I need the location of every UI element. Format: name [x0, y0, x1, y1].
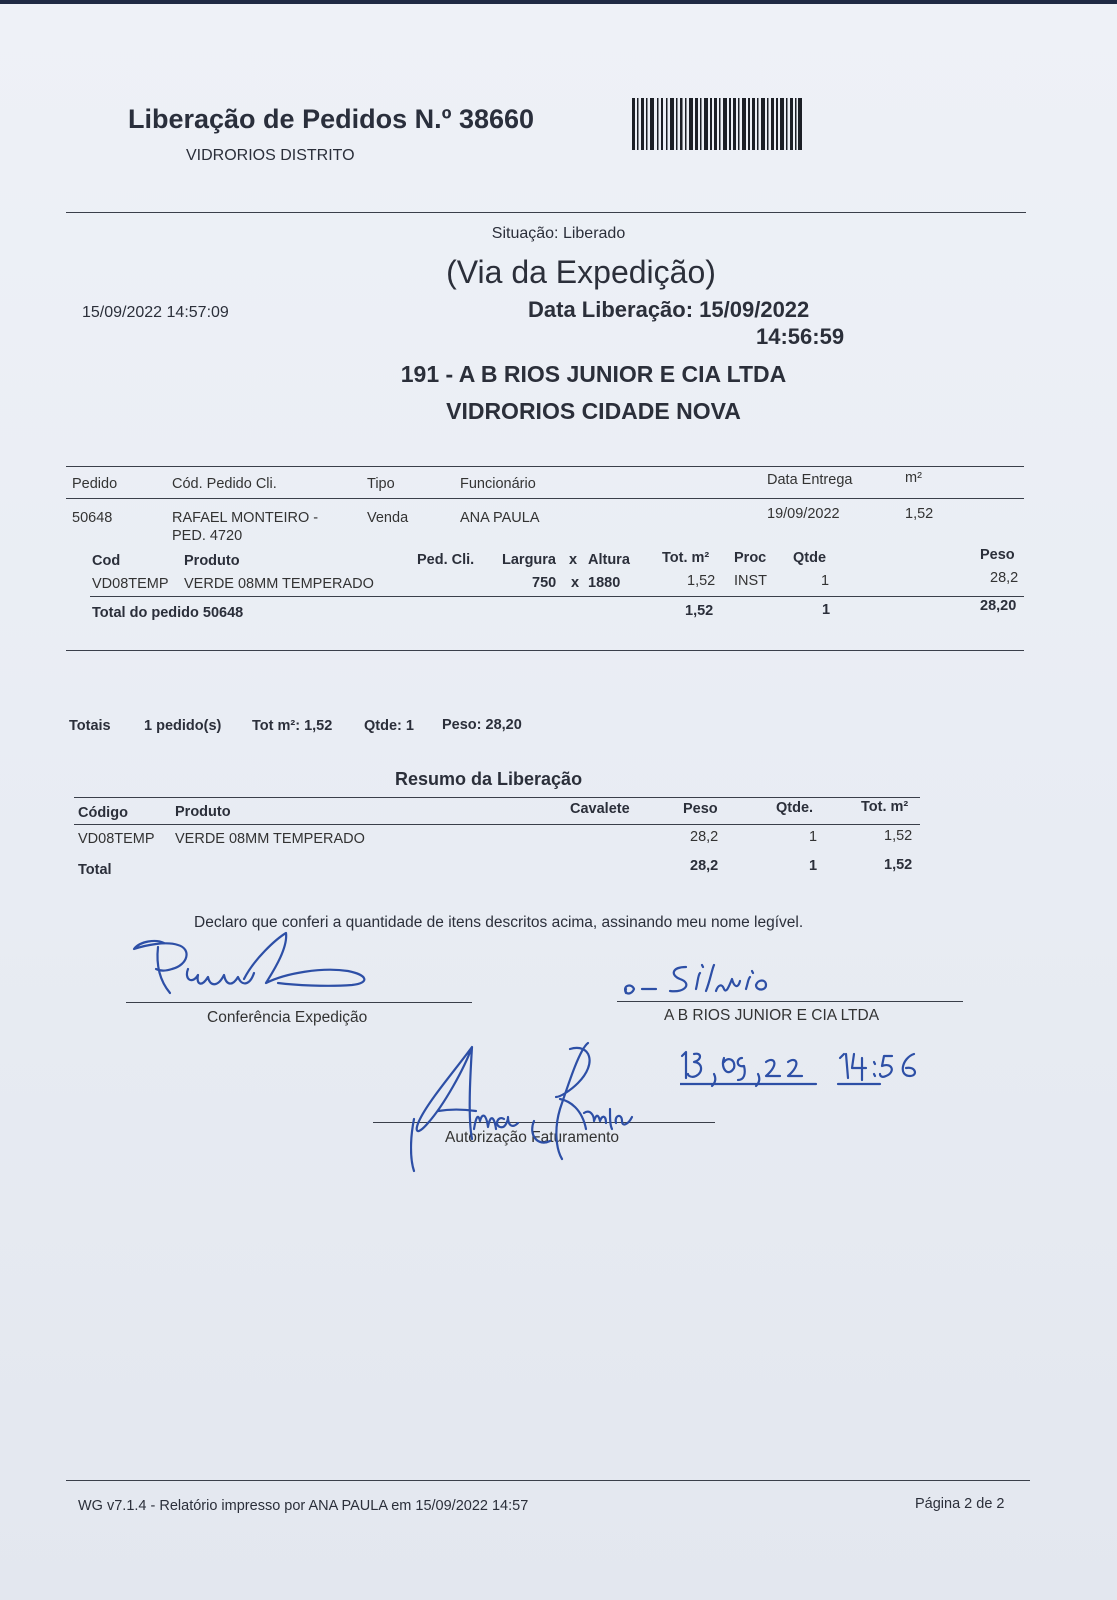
order-total-label: Total do pedido 50648: [92, 605, 244, 621]
resumo-total-peso: 28,2: [690, 858, 719, 874]
footer-rule: [66, 1480, 1030, 1481]
item-cod-value: VD08TEMP: [92, 576, 169, 592]
item-col-produto: Produto: [184, 553, 240, 569]
item-qtde-value: 1: [821, 573, 830, 589]
footer-report-info: WG v7.1.4 - Relatório impresso por ANA PAULA em 15/09/2022 14:57: [78, 1498, 529, 1514]
autorizacao-signature: [410, 1039, 670, 1174]
item-altura-value: 1880: [588, 575, 621, 591]
resumo-col-cavalete: Cavalete: [570, 801, 630, 817]
item-col-peso: Peso: [980, 547, 1015, 563]
data-entrega-value: 19/09/2022: [767, 506, 840, 522]
store-name: VIDRORIOS CIDADE NOVA: [446, 398, 741, 424]
col-header-funcionario: Funcionário: [460, 476, 536, 492]
resumo-title: Resumo da Liberação: [395, 769, 583, 789]
item-peso-value: 28,2: [990, 570, 1019, 586]
totais-qtde: Qtde: 1: [364, 718, 414, 734]
order-total-m2: 1,52: [685, 603, 714, 619]
resumo-col-tot-m2: Tot. m²: [861, 799, 909, 815]
company-name: 191 - A B RIOS JUNIOR E CIA LTDA: [400, 361, 787, 387]
document-page: [0, 4, 1117, 1600]
order-table-header-rule: [66, 498, 1024, 499]
barcode-icon: [632, 98, 802, 150]
declaration-text: Declaro que conferi a quantidade de itens descritos acima, assinando meu nome legível.: [194, 914, 804, 931]
page-number: Página 2 de 2: [915, 1496, 1005, 1512]
resumo-peso-value: 28,2: [690, 829, 719, 845]
resumo-total-tot-m2: 1,52: [884, 857, 913, 873]
item-tot-m2-value: 1,52: [687, 573, 716, 589]
header-divider: [66, 212, 1026, 213]
totais-pedidos: 1 pedido(s): [144, 718, 222, 734]
order-total-qtde: 1: [822, 602, 831, 618]
item-col-tot-m2: Tot. m²: [662, 550, 710, 566]
resumo-produto-value: VERDE 08MM TEMPERADO: [175, 831, 365, 847]
order-table-top-rule: [66, 466, 1024, 467]
company-signature-label: A B RIOS JUNIOR E CIA LTDA: [664, 1007, 880, 1024]
conferencia-signature: [126, 929, 426, 1009]
order-table-bottom-rule: [66, 650, 1024, 651]
cod-pedido-cli-value: RAFAEL MONTEIRO -: [172, 510, 319, 526]
resumo-tot-m2-value: 1,52: [884, 828, 913, 844]
release-time: 14:56:59: [756, 324, 845, 349]
item-col-qtde: Qtde: [793, 550, 827, 566]
resumo-col-produto: Produto: [175, 804, 231, 820]
handwritten-date: [680, 1048, 960, 1090]
item-col-cod: Cod: [92, 553, 121, 569]
col-header-tipo: Tipo: [367, 476, 395, 492]
resumo-col-codigo: Código: [78, 805, 128, 821]
totais-label: Totais: [69, 718, 111, 734]
col-header-cod-pedido-cli: Cód. Pedido Cli.: [172, 476, 277, 492]
item-col-altura: Altura: [588, 552, 630, 568]
m2-value: 1,52: [905, 506, 934, 522]
totais-m2: Tot m²: 1,52: [252, 718, 333, 734]
cod-pedido-cli-value-line2: PED. 4720: [172, 528, 243, 544]
company-signature: [620, 959, 820, 1003]
item-total-rule: [90, 596, 1024, 597]
funcionario-value: ANA PAULA: [460, 510, 540, 526]
tipo-value: Venda: [367, 510, 409, 526]
resumo-total-label: Total: [78, 862, 112, 878]
branch-name: VIDRORIOS DISTRITO: [186, 147, 355, 164]
item-x-value: x: [571, 575, 580, 591]
resumo-total-qtde: 1: [809, 858, 818, 874]
item-proc-value: INST: [734, 573, 768, 589]
resumo-qtde-value: 1: [809, 829, 818, 845]
document-title: Liberação de Pedidos N.º 38660: [128, 104, 535, 134]
pedido-value: 50648: [72, 510, 113, 526]
item-col-ped-cli: Ped. Cli.: [417, 552, 475, 568]
totais-peso: Peso: 28,20: [442, 717, 522, 733]
printed-timestamp: 15/09/2022 14:57:09: [82, 304, 229, 321]
item-produto-value: VERDE 08MM TEMPERADO: [184, 576, 374, 592]
copy-type: (Via da Expedição): [446, 254, 716, 290]
conferencia-label: Conferência Expedição: [207, 1009, 368, 1026]
resumo-col-qtde: Qtde.: [776, 800, 814, 816]
resumo-top-rule: [74, 797, 920, 798]
col-header-m2: m²: [905, 470, 922, 486]
release-date: Data Liberação: 15/09/2022: [528, 297, 810, 322]
col-header-data-entrega: Data Entrega: [767, 472, 853, 488]
item-col-x: x: [569, 552, 578, 568]
resumo-col-peso: Peso: [683, 801, 718, 817]
resumo-codigo-value: VD08TEMP: [78, 831, 155, 847]
col-header-pedido: Pedido: [72, 476, 118, 492]
item-col-proc: Proc: [734, 550, 767, 566]
status-text: Situação: Liberado: [491, 225, 626, 242]
autorizacao-label: Autorização Faturamento: [445, 1129, 620, 1146]
resumo-header-rule: [74, 824, 920, 825]
item-col-largura: Largura: [502, 552, 556, 568]
item-largura-value: 750: [532, 575, 557, 591]
order-total-peso: 28,20: [980, 598, 1017, 614]
